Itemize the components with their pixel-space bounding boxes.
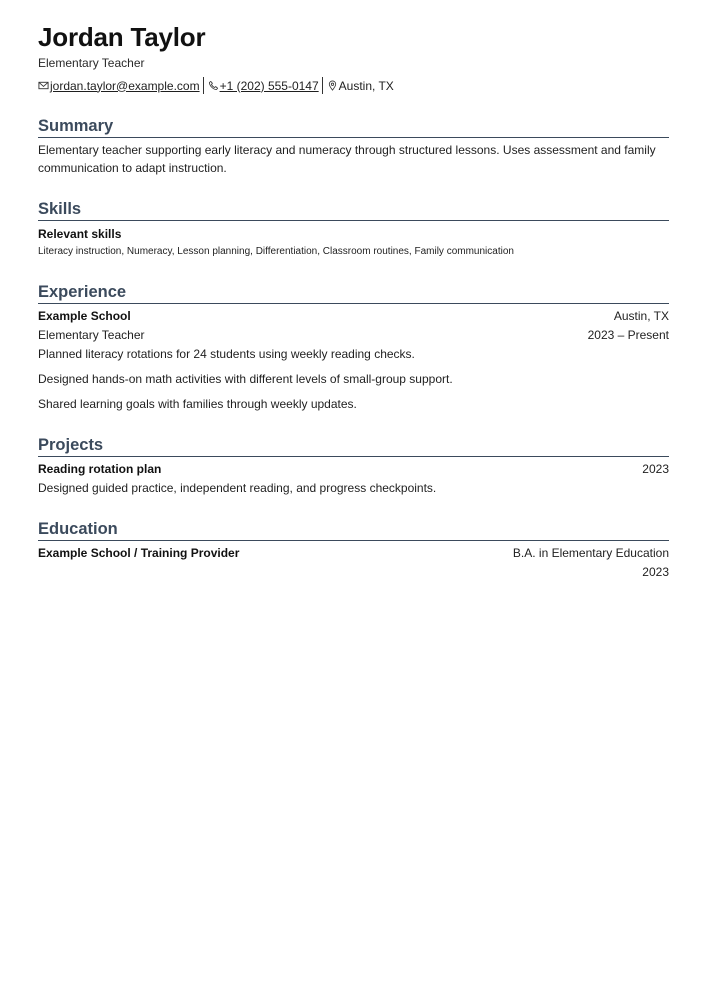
skills-list: Literacy instruction, Numeracy, Lesson planning, Differentiation, Classroom routines, Family communication	[38, 246, 514, 257]
summary-text: Elementary teacher supporting early literacy and numeracy through structured lessons. Uses assessment and family communication to adapt instruction.	[38, 143, 656, 175]
experience-heading: Experience	[38, 282, 669, 304]
contact-email	[38, 76, 200, 95]
skills-group-label: Relevant skills	[38, 227, 122, 241]
experience-location: Austin, TX	[613, 309, 669, 323]
mail-icon	[38, 80, 49, 91]
contact-divider	[322, 77, 323, 94]
experience-bullet: Planned literacy rotations for 24 students using weekly reading checks.	[38, 347, 415, 361]
contact-location	[327, 76, 394, 95]
experience-bullet: Shared learning goals with families through weekly updates.	[38, 397, 357, 411]
education-institution: Example School / Training Provider	[38, 546, 240, 560]
experience-role: Elementary Teacher	[38, 328, 145, 342]
contact-row	[38, 76, 394, 95]
map-pin-icon	[327, 80, 338, 91]
education-degree: B.A. in Elementary Education	[512, 546, 669, 560]
contact-phone	[208, 76, 319, 95]
experience-bullet: Designed hands-on math activities with different levels of small-group support.	[38, 372, 453, 386]
contact-divider	[203, 77, 204, 94]
location-text: Austin, TX	[338, 78, 394, 93]
summary-heading: Summary	[38, 116, 669, 138]
project-description: Designed guided practice, independent reading, and progress checkpoints.	[38, 481, 437, 495]
skills-heading: Skills	[38, 199, 669, 221]
projects-heading: Projects	[38, 435, 669, 457]
experience-company: Example School	[38, 309, 131, 323]
experience-dates: 2023 – Present	[587, 328, 669, 342]
email-link[interactable]: jordan.taylor@example.com	[50, 78, 200, 93]
candidate-name: Jordan Taylor	[38, 22, 206, 52]
phone-link[interactable]: +1 (202) 555-0147	[219, 78, 319, 93]
project-name: Reading rotation plan	[38, 462, 162, 476]
candidate-headline: Elementary Teacher	[38, 56, 145, 70]
project-year: 2023	[642, 462, 669, 476]
education-year: 2023	[642, 565, 669, 579]
education-heading: Education	[38, 519, 669, 541]
phone-icon	[208, 80, 219, 91]
